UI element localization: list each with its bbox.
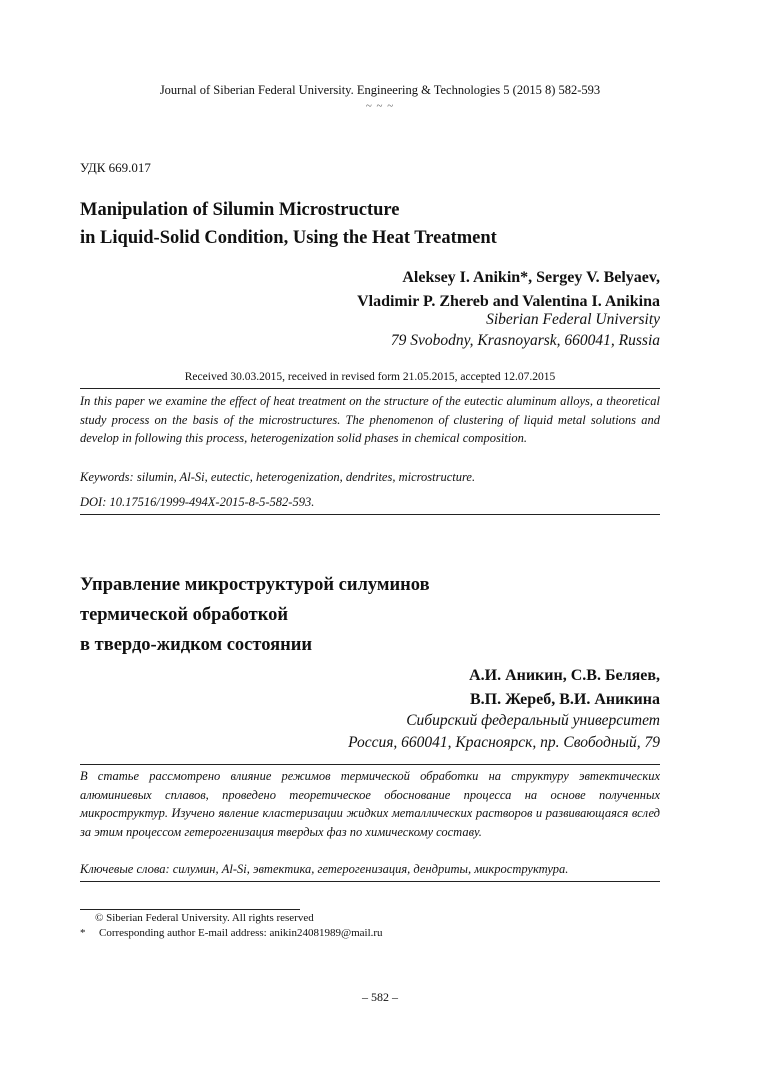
copyright-note: © Siberian Federal University. All rights reserved: [95, 912, 314, 924]
english-title-line: in Liquid-Solid Condition, Using the Heat Treatment: [80, 228, 497, 248]
russian-authors-line: А.И. Аникин, С.В. Беляев,: [469, 667, 660, 684]
russian-title: [80, 570, 430, 660]
received-dates: Received 30.03.2015, received in revised form 21.05.2015, accepted 12.07.2015: [184, 371, 556, 383]
russian-abstract-bottom-rule: [80, 881, 660, 882]
russian-abstract-top-rule: [80, 764, 660, 765]
russian-title-line: Управление микроструктурой силуминов: [80, 575, 430, 595]
english-title-line: Manipulation of Silumin Microstructure: [80, 200, 400, 220]
english-affiliation-line: Siberian Federal University: [486, 311, 660, 328]
english-title: [80, 196, 497, 252]
footnote-star: *: [80, 927, 86, 939]
russian-title-line: в твердо-жидком состоянии: [80, 635, 313, 655]
header-separator: ~ ~ ~: [365, 100, 395, 112]
english-keywords: Keywords: silumin, Al-Si, eutectic, heterogenization, dendrites, microstructure.: [80, 470, 476, 484]
english-affiliation-line: 79 Svobodny, Krasnoyarsk, 660041, Russia: [390, 332, 660, 349]
russian-authors: [469, 664, 660, 711]
russian-affiliation-line: Сибирский федеральный университет: [406, 712, 660, 729]
russian-title-line: термической обработкой: [80, 605, 289, 625]
doi: DOI: 10.17516/1999-494X-2015-8-5-582-593.: [80, 495, 315, 509]
english-abstract: In this paper we examine the effect of heat treatment on the structure of the eutectic aluminum alloys, a theoretical study process on the basis of the microstructures. The phenomenon of clustering of liquid metal solutions and develop in following this process, heterogenization solid phases in chemical composition.: [80, 394, 660, 445]
page-number: – 582 –: [362, 990, 398, 1004]
russian-abstract: В статье рассмотрено влияние режимов термической обработки на структуру эвтектических алюминиевых сплавов, проведено теоретическое обоснование процесса на основе полученных микроструктур. Изучено явление кластеризации жидких металлических растворов и развивающаяся вслед за этим процессом гетерогенизация твердых фаз по химическому составу.: [80, 769, 660, 839]
udk-code: УДК 669.017: [80, 160, 151, 175]
abstract-top-rule: [80, 388, 660, 389]
journal-header: Journal of Siberian Federal University. Engineering & Technologies 5 (2015 8) 582-593: [159, 83, 601, 97]
footnote-rule: [80, 909, 300, 910]
english-authors-line: Vladimir P. Zhereb and Valentina I. Anikina: [357, 293, 660, 310]
russian-authors-line: В.П. Жереб, В.И. Аникина: [470, 690, 660, 708]
abstract-bottom-rule: [80, 514, 660, 515]
english-authors: [357, 266, 660, 314]
english-affiliation: [391, 309, 660, 351]
russian-affiliation-line: Россия, 660041, Красноярск, пр. Свободный, 79: [348, 734, 660, 751]
corresponding-author-note: Corresponding author E-mail address: anikin24081989@mail.ru: [99, 927, 383, 939]
russian-keywords: Ключевые слова: силумин, Al-Si, эвтектика, гетерогенизация, дендриты, микроструктура.: [80, 862, 569, 876]
english-authors-line: Aleksey I. Anikin*, Sergey V. Belyaev,: [402, 269, 660, 286]
russian-affiliation: [348, 710, 660, 754]
